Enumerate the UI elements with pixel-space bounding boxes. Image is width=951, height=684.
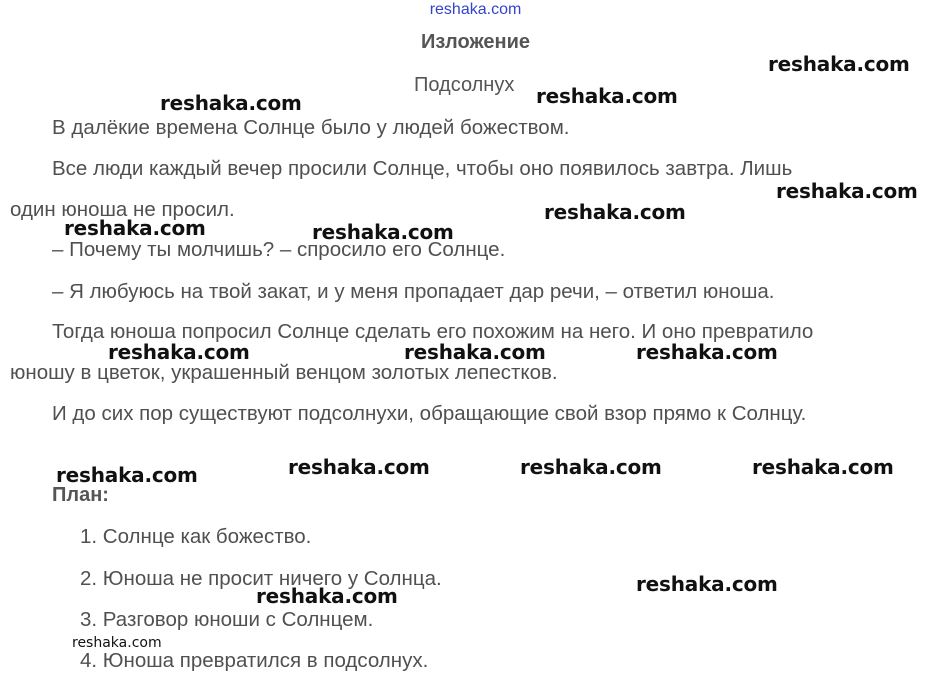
watermark: reshaka.com xyxy=(288,455,430,479)
watermark: reshaka.com xyxy=(752,455,894,479)
watermark: reshaka.com xyxy=(544,200,686,224)
document-title: Изложение xyxy=(421,31,530,53)
watermark: reshaka.com xyxy=(776,179,918,203)
paragraph-4: – Я любуюсь на твой закат, и у меня пропадает дар речи, – ответил юноша. xyxy=(52,280,775,303)
paragraph-5-line-2: юношу в цветок, украшенный венцом золотых лепестков. xyxy=(10,361,558,384)
watermark: reshaka.com xyxy=(636,572,778,596)
watermark: reshaka.com xyxy=(404,340,546,364)
watermark-small: reshaka.com xyxy=(72,635,162,651)
paragraph-3: – Почему ты молчишь? – спросило его Солнце. xyxy=(52,238,506,261)
watermark: reshaka.com xyxy=(636,340,778,364)
watermark: reshaka.com xyxy=(256,584,398,608)
document-subtitle: Подсолнух xyxy=(414,74,515,96)
paragraph-1: В далёкие времена Солнце было у людей божеством. xyxy=(52,116,570,139)
plan-item-1: 1. Солнце как божество. xyxy=(80,525,312,548)
watermark: reshaka.com xyxy=(108,340,250,364)
paragraph-5-line-1: Тогда юноша попросил Солнце сделать его похожим на него. И оно превратило xyxy=(52,320,814,343)
paragraph-2-line-2: один юноша не просил. xyxy=(10,198,235,221)
site-link[interactable]: reshaka.com xyxy=(429,1,522,18)
watermark: reshaka.com xyxy=(520,455,662,479)
plan-item-3: 3. Разговор юноши с Солнцем. xyxy=(80,608,374,631)
plan-item-4: 4. Юноша превратился в подсолнух. xyxy=(80,649,429,672)
watermark: reshaka.com xyxy=(160,91,302,115)
plan-item-2: 2. Юноша не просит ничего у Солнца. xyxy=(80,567,442,590)
plan-heading: План: xyxy=(52,484,109,506)
watermark: reshaka.com xyxy=(768,52,910,76)
paragraph-6: И до сих пор существуют подсолнухи, обращающие свой взор прямо к Солнцу. xyxy=(52,402,807,425)
watermark: reshaka.com xyxy=(536,84,678,108)
paragraph-2-line-1: Все люди каждый вечер просили Солнце, чтобы оно появилось завтра. Лишь xyxy=(52,157,793,180)
watermark: reshaka.com xyxy=(312,220,454,244)
watermark: reshaka.com xyxy=(56,463,198,487)
watermark: reshaka.com xyxy=(64,216,206,240)
